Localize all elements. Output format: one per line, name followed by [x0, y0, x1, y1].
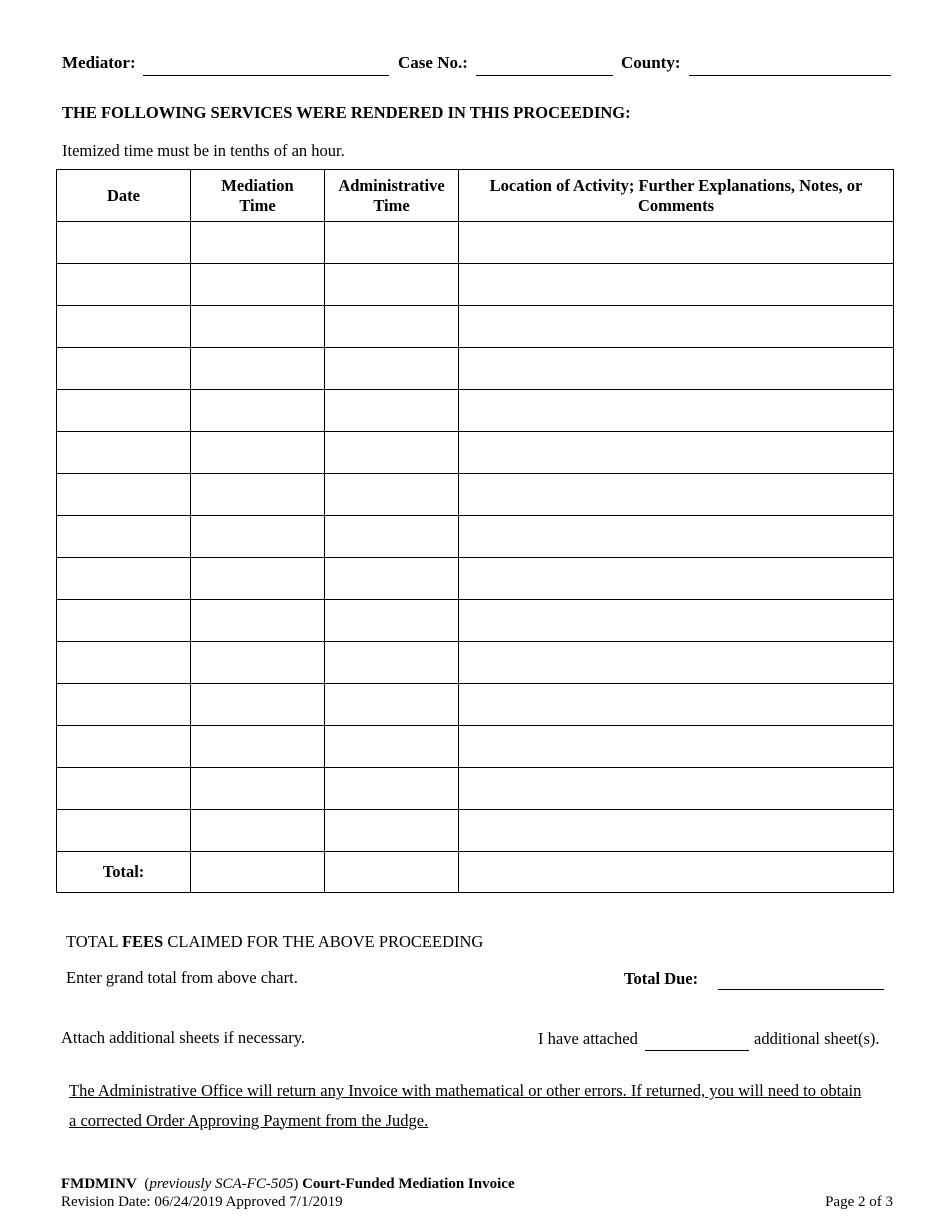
county-label: County: [621, 53, 681, 72]
county-field[interactable] [689, 75, 891, 76]
table-header-row [57, 170, 894, 222]
notice-text: The Administrative Office will return any Invoice with mathematical or other errors. If returned, you will need to obtain a corrected Order Approving Payment from the Judge. [69, 1081, 862, 1130]
table-row [57, 558, 894, 600]
administrative-time-cell[interactable] [325, 222, 459, 264]
revision-date: Revision Date: 06/24/2019 Approved 7/1/2019 [61, 1194, 343, 1210]
mediation-time-cell[interactable] [191, 726, 325, 768]
table-row [57, 348, 894, 390]
date-cell[interactable] [57, 306, 191, 348]
fees-title-post: CLAIMED FOR THE ABOVE PROCEEDING [163, 932, 484, 951]
date-cell[interactable] [57, 642, 191, 684]
table-row [57, 642, 894, 684]
administrative-time-cell[interactable] [325, 642, 459, 684]
total-notes-cell[interactable] [459, 852, 894, 893]
case-no-label: Case No.: [398, 53, 468, 72]
previously-code: previously SCA-FC-505 [149, 1176, 294, 1192]
table-row [57, 222, 894, 264]
date-cell[interactable] [57, 810, 191, 852]
mediation-time-cell[interactable] [191, 348, 325, 390]
table-row [57, 390, 894, 432]
date-cell[interactable] [57, 726, 191, 768]
mediation-time-cell[interactable] [191, 600, 325, 642]
grand-total-text: Enter grand total from above chart. [66, 968, 298, 987]
table-row [57, 306, 894, 348]
date-cell[interactable] [57, 348, 191, 390]
attach-text: Attach additional sheets if necessary. [61, 1028, 306, 1047]
notes-cell[interactable] [459, 810, 894, 852]
date-cell[interactable] [57, 558, 191, 600]
date-cell[interactable] [57, 516, 191, 558]
total-administrative-cell[interactable] [325, 852, 459, 893]
table-row [57, 516, 894, 558]
date-cell[interactable] [57, 222, 191, 264]
administrative-time-cell[interactable] [325, 264, 459, 306]
table-row [57, 432, 894, 474]
administrative-time-cell[interactable] [325, 306, 459, 348]
mediation-time-cell[interactable] [191, 558, 325, 600]
mediation-time-cell[interactable] [191, 768, 325, 810]
fees-title-bold: FEES [121, 932, 164, 951]
notes-cell[interactable] [459, 222, 894, 264]
administrative-time-cell[interactable] [325, 726, 459, 768]
administrative-time-cell[interactable] [325, 432, 459, 474]
mediation-time-cell[interactable] [191, 432, 325, 474]
mediation-time-cell[interactable] [191, 390, 325, 432]
table-row [57, 768, 894, 810]
notes-cell[interactable] [459, 642, 894, 684]
mediation-time-cell[interactable] [191, 810, 325, 852]
notes-cell[interactable] [459, 516, 894, 558]
date-cell[interactable] [57, 390, 191, 432]
notes-cell[interactable] [459, 306, 894, 348]
administrative-time-cell[interactable] [325, 516, 459, 558]
attached-sheets-field[interactable] [645, 1050, 749, 1051]
administrative-time-cell[interactable] [325, 810, 459, 852]
table-row [57, 726, 894, 768]
column-header-mediation-time: Mediation Time [191, 170, 325, 222]
mediation-time-cell[interactable] [191, 264, 325, 306]
administrative-time-cell[interactable] [325, 348, 459, 390]
notes-cell[interactable] [459, 474, 894, 516]
mediation-time-cell[interactable] [191, 684, 325, 726]
page-number: Page 2 of 3 [825, 1194, 893, 1210]
notes-cell[interactable] [459, 600, 894, 642]
notes-cell[interactable] [459, 390, 894, 432]
administrative-time-cell[interactable] [325, 684, 459, 726]
notes-cell[interactable] [459, 558, 894, 600]
total-mediation-cell[interactable] [191, 852, 325, 893]
fees-title [66, 932, 483, 952]
notes-cell[interactable] [459, 684, 894, 726]
services-table [56, 169, 894, 893]
date-cell[interactable] [57, 684, 191, 726]
column-header-notes: Location of Activity; Further Explanations, Notes, or Comments [459, 170, 894, 222]
notes-cell[interactable] [459, 264, 894, 306]
administrative-time-cell[interactable] [325, 558, 459, 600]
date-cell[interactable] [57, 600, 191, 642]
column-header-administrative-time: Administrative Time [325, 170, 459, 222]
date-cell[interactable] [57, 432, 191, 474]
notes-cell[interactable] [459, 768, 894, 810]
administrative-time-cell[interactable] [325, 600, 459, 642]
mediator-field[interactable] [143, 75, 389, 76]
fees-title-pre: TOTAL [66, 932, 122, 951]
mediation-time-cell[interactable] [191, 516, 325, 558]
table-row [57, 810, 894, 852]
column-header-date: Date [57, 170, 191, 222]
instruction-text: Itemized time must be in tenths of an hour. [62, 141, 345, 160]
mediation-time-cell[interactable] [191, 222, 325, 264]
attached-post-text: additional sheet(s). [754, 1029, 880, 1048]
table-row [57, 474, 894, 516]
total-due-label: Total Due: [624, 969, 699, 988]
date-cell[interactable] [57, 474, 191, 516]
administrative-time-cell[interactable] [325, 768, 459, 810]
mediation-time-cell[interactable] [191, 642, 325, 684]
case-no-field[interactable] [476, 75, 613, 76]
notes-cell[interactable] [459, 348, 894, 390]
total-row [57, 852, 894, 893]
attached-pre-text: I have attached [538, 1029, 638, 1048]
form-code: FMDMINV [61, 1176, 137, 1192]
administrative-time-cell[interactable] [325, 474, 459, 516]
mediation-time-cell[interactable] [191, 474, 325, 516]
table-row [57, 684, 894, 726]
footer-form-line: FMDMINV (previously SCA-FC-505) Court-Funded Mediation Invoice [61, 1176, 515, 1192]
table-row [57, 264, 894, 306]
total-due-field[interactable] [718, 989, 884, 990]
notes-cell[interactable] [459, 726, 894, 768]
section-title: THE FOLLOWING SERVICES WERE RENDERED IN THIS PROCEEDING: [62, 103, 631, 122]
administrative-time-cell[interactable] [325, 390, 459, 432]
notes-cell[interactable] [459, 432, 894, 474]
mediator-label: Mediator: [62, 53, 136, 72]
date-cell[interactable] [57, 768, 191, 810]
table-row [57, 600, 894, 642]
mediation-time-cell[interactable] [191, 306, 325, 348]
date-cell[interactable] [57, 264, 191, 306]
total-label: Total: [57, 852, 191, 893]
form-name: Court-Funded Mediation Invoice [302, 1176, 515, 1192]
